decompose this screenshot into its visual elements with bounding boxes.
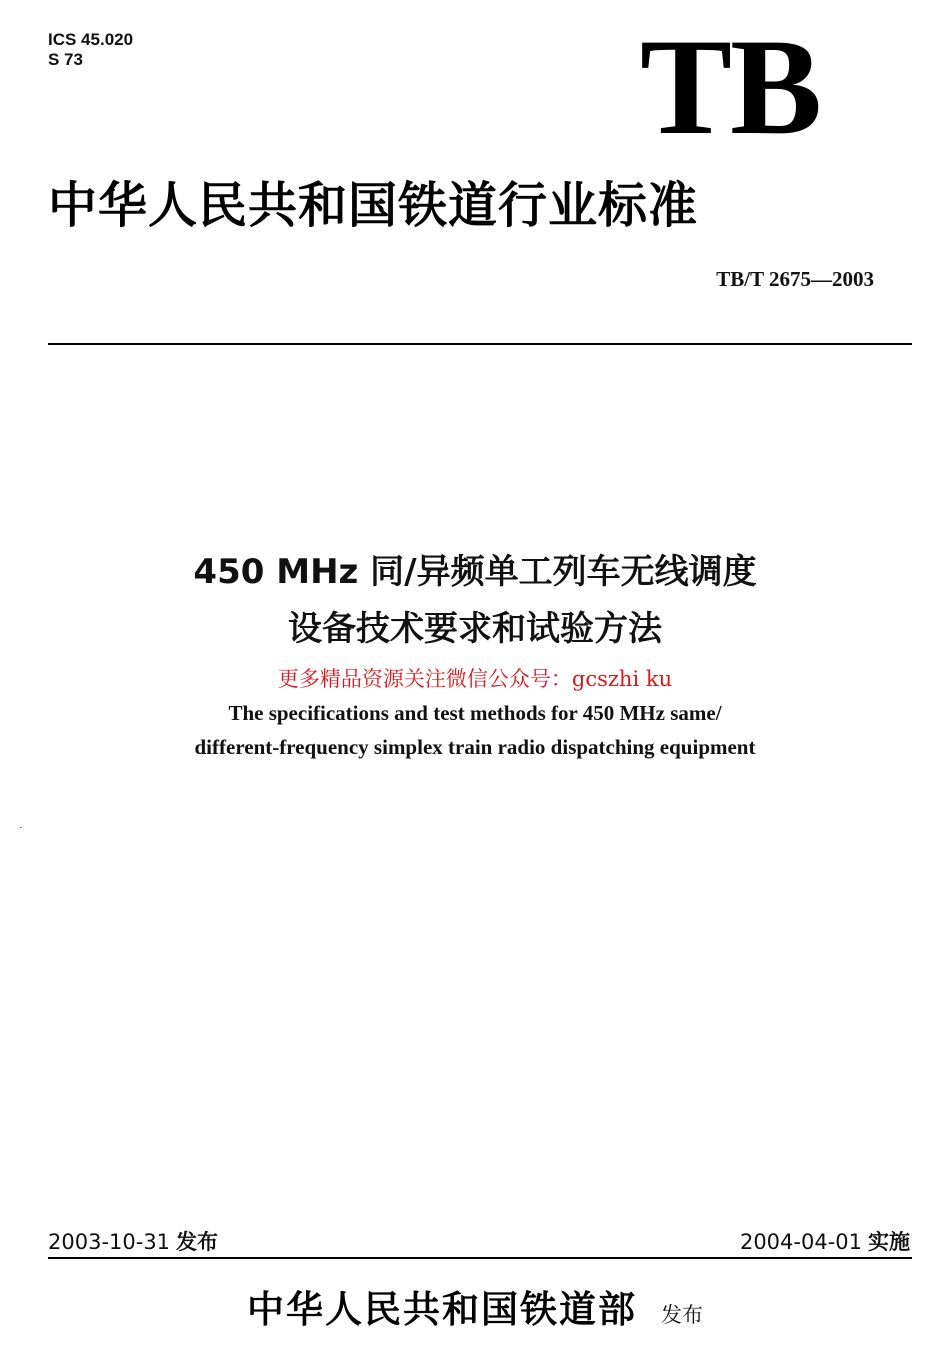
- standard-number: TB/T 2675—2003: [716, 267, 874, 291]
- promo-text: 更多精品资源关注微信公众号：gcszhi ku: [277, 667, 673, 691]
- category-code: S 73: [48, 50, 83, 69]
- document-title-cn-line1: 450 MHz 同/异频单工列车无线调度: [193, 552, 757, 592]
- tb-logo: TB: [640, 10, 821, 163]
- scan-speck: [20, 827, 22, 828]
- publisher: [0, 1284, 950, 1342]
- document-title-en-line2: different-frequency simplex train radio dispatching equipment: [194, 735, 756, 759]
- effective-date: [740, 1228, 910, 1256]
- issued-date-value: 2003-10-31: [48, 1230, 171, 1254]
- bottom-divider: [48, 1257, 912, 1259]
- effective-label: 实施: [868, 1230, 910, 1254]
- standard-title: 中华人民共和国铁道行业标准: [48, 177, 699, 234]
- effective-date-value: 2004-04-01: [739, 1230, 862, 1254]
- document-title-cn-line2: 设备技术要求和试验方法: [288, 609, 662, 649]
- ics-code: ICS 45.020: [48, 30, 134, 49]
- issued-date: [48, 1228, 218, 1256]
- top-divider: [48, 343, 912, 345]
- publish-label: 发布: [661, 1303, 703, 1327]
- document-title-en-line1: The specifications and test methods for 450 MHz same/: [228, 701, 722, 725]
- classification-codes: [48, 30, 133, 70]
- issued-label: 发布: [176, 1230, 219, 1254]
- publisher-name: 中华人民共和国铁道部: [247, 1287, 637, 1331]
